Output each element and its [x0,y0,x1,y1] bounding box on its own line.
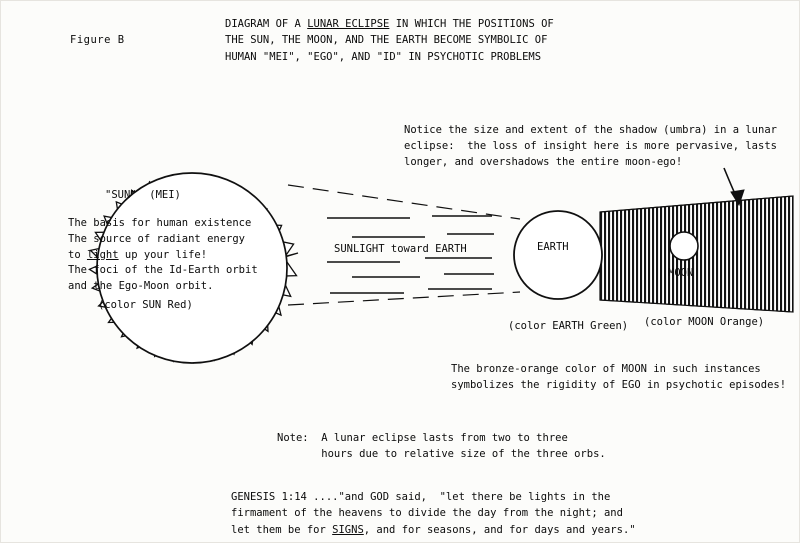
note-line1: Note: A lunar eclipse lasts from two to three [277,432,568,444]
earth-circle-icon [514,211,602,299]
sunlight-label: SUNLIGHT toward EARTH [334,243,467,255]
notice-line1: Notice the size and extent of the shadow (umbra) in a lunar [404,124,777,136]
title-line1-part-a: DIAGRAM OF A [225,18,308,30]
earth-label: EARTH [537,241,569,253]
earth-color-note: (color EARTH Green) [508,320,629,332]
notice-annotation [404,123,777,170]
genesis-line3-part-a: let them be for [231,523,333,536]
genesis-line2: firmament of the heavens to divide the day from the night; and [231,507,623,520]
sun-description [68,216,258,295]
umbra-shadow-icon [600,196,793,312]
arrow-down-icon [724,168,744,205]
genesis-line1: GENESIS 1:14 ...."and GOD said, "let there be lights in the [231,491,611,503]
sun-line3-underlined: light [86,248,119,261]
bronze-line2: symbolizes the rigidity of EGO in psychotic episodes! [451,378,787,391]
bronze-line1: The bronze-orange color of MOON in such instances [451,363,761,375]
moon-color-note: (color MOON Orange) [644,316,765,328]
moon-circle-icon [670,232,698,260]
sun-label: "SUN" (MEI) [105,189,181,201]
sun-line5: and the Ego-Moon orbit. [68,280,214,292]
bronze-annotation [451,362,786,394]
genesis-quote [231,489,636,538]
title-line3: HUMAN "MEI", "EGO", AND "ID" IN PSYCHOTIC PROBLEMS [225,50,542,63]
figure-label: Figure B [70,34,125,46]
note-line2: hours due to relative size of the three orbs. [277,448,606,461]
diagram-title [225,16,554,65]
sun-line1: The basis for human existence [68,217,252,229]
genesis-line3-underlined: SIGNS [332,523,364,536]
notice-line3: longer, and overshadows the entire moon-ego! [404,155,683,168]
title-line1-underlined: LUNAR ECLIPSE [307,18,390,30]
genesis-line3-part-b: , and for seasons, and for days and years." [363,523,636,536]
title-line2: THE SUN, THE MOON, AND THE EARTH BECOME SYMBOLIC OF [225,34,548,47]
title-line1-part-b: IN WHICH THE POSITIONS OF [389,18,554,30]
sun-line3-part-b: up your life! [118,248,208,261]
notice-line2: eclipse: the loss of insight here is more pervasive, lasts [404,139,777,152]
sun-color-note: (color SUN Red) [98,299,193,311]
sun-line4: The foci of the Id-Earth orbit [68,264,258,277]
note-annotation [277,430,606,463]
sun-line3-part-a: to [68,248,87,261]
sun-line2: The source of radiant energy [68,232,246,245]
moon-label: MOON [668,267,694,279]
